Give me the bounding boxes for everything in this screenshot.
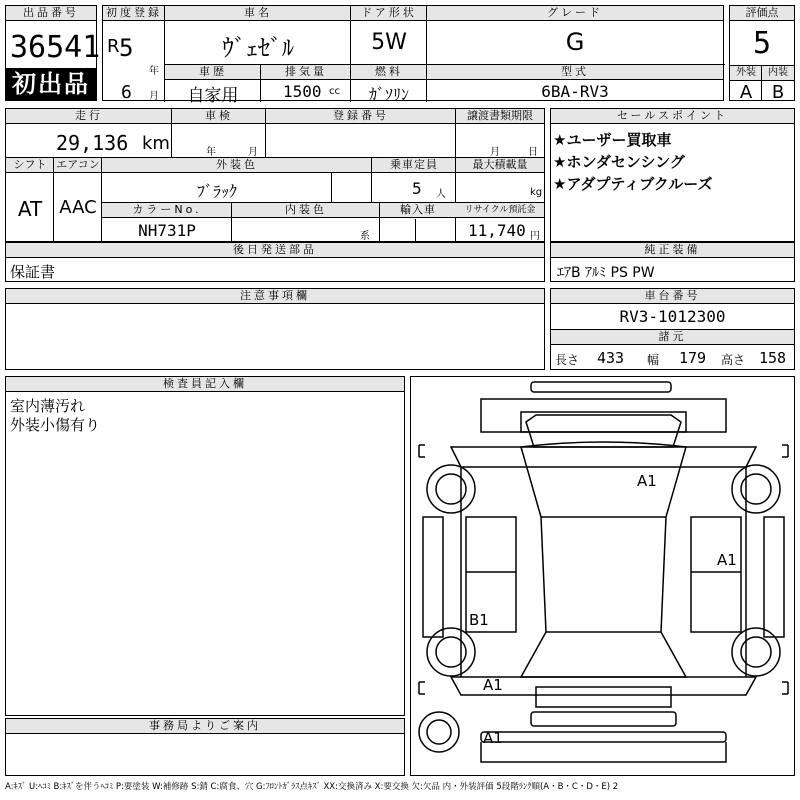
first-reg-label: 初度登録 xyxy=(103,6,165,21)
interior-label: 内装 xyxy=(762,66,794,81)
max-load-label: 最大積載量 xyxy=(456,158,544,173)
first-listing-badge xyxy=(6,68,96,100)
width-label: 幅 xyxy=(647,353,660,367)
inspector-label: 検査員記入欄 xyxy=(6,377,404,392)
interior-color-unit: 系 xyxy=(360,231,370,242)
first-reg-year-unit: 年 xyxy=(149,66,159,77)
max-load-unit: kg xyxy=(530,187,543,198)
exterior-color-value: ﾌﾞﾗｯｸ xyxy=(196,182,237,201)
mileage-value: 29,136 xyxy=(56,131,129,155)
chassis-value: RV3-1012300 xyxy=(619,307,726,326)
displacement-label: 排気量 xyxy=(261,65,351,80)
aircon-label: エアコン xyxy=(54,158,102,173)
sales-points-section xyxy=(550,108,795,242)
width-value: 179 xyxy=(679,349,707,367)
exterior-label: 外装 xyxy=(730,66,762,81)
recycle-value: 11,740 xyxy=(468,221,526,240)
damage-mark: A1 xyxy=(483,676,503,694)
model-label: 型式 xyxy=(427,65,723,80)
inspector-line-2: 外装小傷有り xyxy=(10,416,101,434)
first-reg-era: R xyxy=(107,36,120,57)
transfer-label: 譲渡書類期限 xyxy=(456,109,544,124)
grade-label: グレード xyxy=(427,6,723,21)
recycle-unit: 円 xyxy=(530,231,540,242)
capacity-unit: 人 xyxy=(436,189,446,200)
notes-section xyxy=(5,288,545,370)
door-value: 5W xyxy=(371,30,407,55)
chassis-label: 車台番号 xyxy=(551,289,794,304)
lot-number: 36541 xyxy=(10,30,101,65)
car-name-value: ｳﾞｪｾﾞﾙ xyxy=(222,34,294,62)
color-no-value: NH731P xyxy=(138,221,196,240)
damage-mark: A1 xyxy=(483,729,503,747)
equipment-value: ｴｱB ｱﾙﾐ PS PW xyxy=(557,265,655,281)
height-label: 高さ xyxy=(721,353,746,367)
interior-score: B xyxy=(771,82,785,103)
score-value: 5 xyxy=(752,26,772,61)
displacement-unit: cc xyxy=(329,86,340,97)
displacement-value: 1500 xyxy=(283,82,322,101)
later-parts-section xyxy=(5,242,545,282)
dims-label: 諸元 xyxy=(551,330,794,345)
transfer-day-unit: 日 xyxy=(528,147,538,158)
score-section xyxy=(729,5,795,101)
first-listing-text: 初出品 xyxy=(12,70,90,98)
mileage-label: 走行 xyxy=(6,109,172,124)
sales-point-1: ★ユーザー買取車 xyxy=(553,131,672,149)
import-label: 輸入車 xyxy=(380,203,456,218)
door-label: ドア形状 xyxy=(351,6,427,21)
exterior-score: A xyxy=(739,82,753,103)
grade-value: G xyxy=(565,28,585,56)
registration-label: 登録番号 xyxy=(266,109,456,124)
capacity-label: 乗車定員 xyxy=(372,158,456,173)
first-reg-month: 6 xyxy=(121,82,132,103)
inspection-year-unit: 年 xyxy=(206,147,216,158)
lot-section xyxy=(5,5,101,101)
color-no-label: カラーNo. xyxy=(102,203,232,218)
later-parts-label: 後日発送部品 xyxy=(6,243,544,258)
chassis-section xyxy=(550,288,795,370)
damage-mark: B1 xyxy=(469,611,489,629)
spec-section xyxy=(5,108,545,242)
sales-point-2: ★ホンダセンシング xyxy=(553,153,685,171)
legend-text: A:ｷｽﾞ U:ﾍｺﾐ B:ｷｽﾞを伴うﾍｺﾐ P:要塗装 W:補修跡 S:錆 C:腐食、穴 G:ﾌﾛﾝﾄｶﾞﾗｽ点ｷｽﾞ XX:交換済み X:要交換 欠:欠品 内・外装評価 5段階ﾗﾝｸ順(A・B・C・D・E) 2 xyxy=(5,782,619,792)
aircon-value: AAC xyxy=(59,197,97,218)
sales-point-3: ★アダプティブクルーズ xyxy=(553,175,713,193)
damage-mark: A1 xyxy=(717,551,737,569)
interior-color-label: 内装色 xyxy=(232,203,380,218)
history-value: 自家用 xyxy=(187,86,239,106)
equipment-label: 純正装備 xyxy=(551,243,794,258)
inspector-section xyxy=(5,376,405,716)
lot-label: 出品番号 xyxy=(6,6,96,21)
car-name-label: 車名 xyxy=(165,6,351,21)
later-parts-value: 保証書 xyxy=(10,263,56,281)
history-label: 車歴 xyxy=(165,65,261,80)
model-value: 6BA-RV3 xyxy=(541,82,609,101)
capacity-value: 5 xyxy=(412,179,422,198)
exterior-color-label: 外装色 xyxy=(102,158,372,173)
office-label: 事務局よりご案内 xyxy=(6,719,404,734)
equipment-section xyxy=(550,242,795,282)
first-reg-month-unit: 月 xyxy=(149,91,159,102)
length-value: 433 xyxy=(597,349,625,367)
sales-points-label: セールスポイント xyxy=(551,109,794,124)
shift-label: シフト xyxy=(6,158,54,173)
inspector-line-1: 室内薄汚れ xyxy=(10,397,86,415)
inspection-month-unit: 月 xyxy=(248,147,258,158)
height-value: 158 xyxy=(759,349,787,367)
transfer-month-unit: 月 xyxy=(490,147,500,158)
notes-label: 注意事項欄 xyxy=(6,289,544,304)
score-label: 評価点 xyxy=(730,6,794,21)
damage-diagram xyxy=(410,376,795,776)
vehicle-header-section xyxy=(102,5,724,106)
first-reg-year: 5 xyxy=(119,34,134,62)
fuel-value: ｶﾞｿﾘﾝ xyxy=(368,85,409,104)
recycle-label: リサイクル預託金 xyxy=(456,203,544,218)
office-section xyxy=(5,718,405,776)
mileage-unit: km xyxy=(142,133,170,154)
damage-mark: A1 xyxy=(637,472,657,490)
fuel-label: 燃料 xyxy=(351,65,427,80)
inspection-label: 車検 xyxy=(172,109,266,124)
car-outline xyxy=(411,377,796,777)
length-label: 長さ xyxy=(555,353,580,367)
shift-value: AT xyxy=(17,197,43,221)
